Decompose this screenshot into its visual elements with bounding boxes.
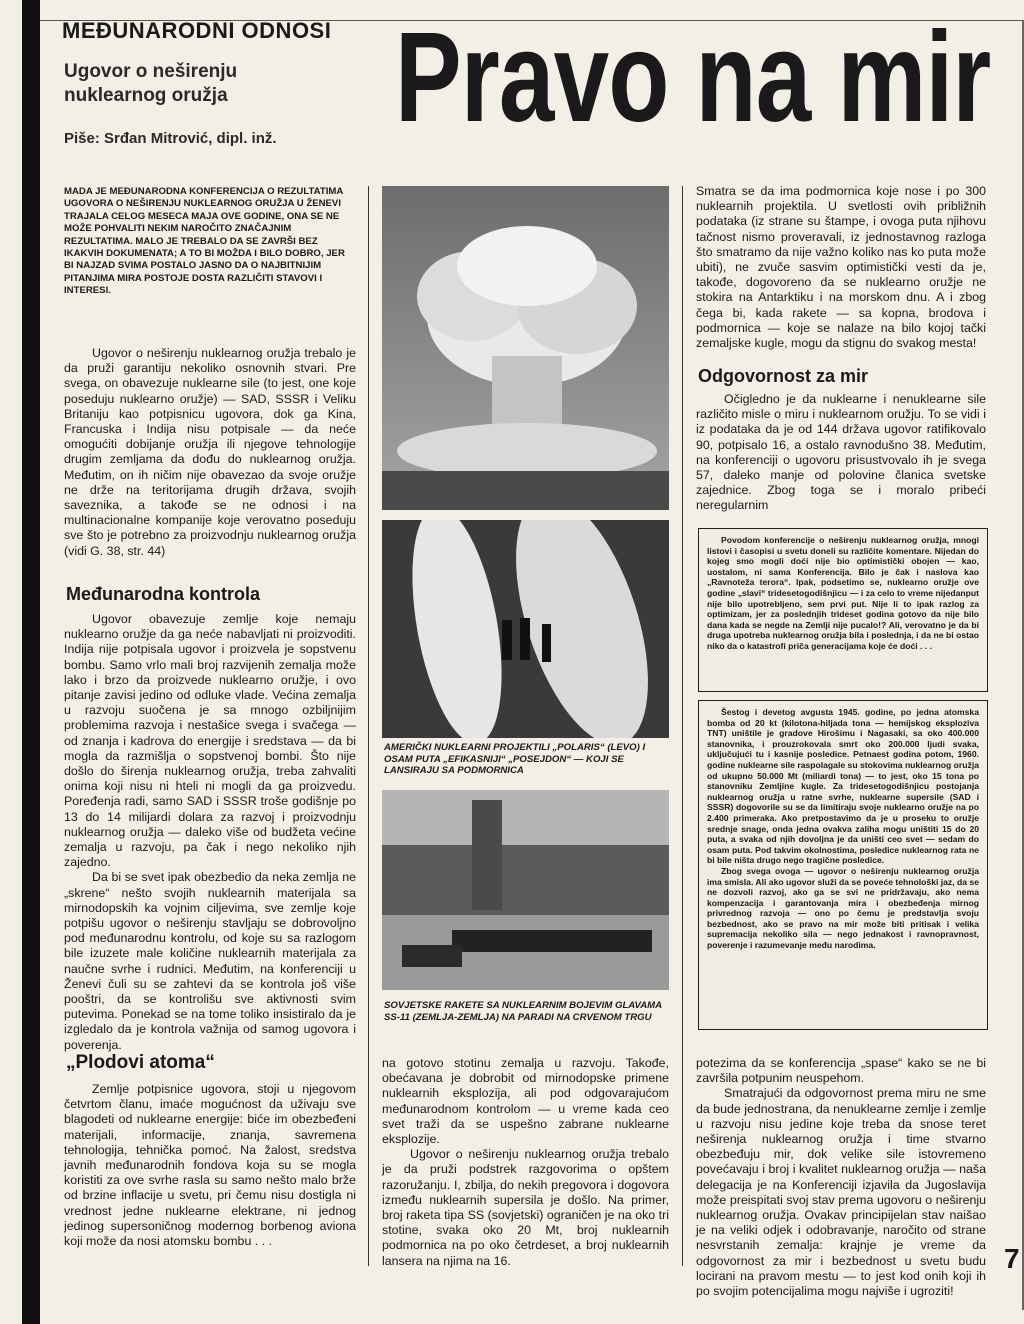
body-paragraph: Smatra se da ima podmornica koje nose i po 300 nuklearnih projektila. U svetlosti ovih približnih podataka (iz strane su štampe, i ovoga puta njihovu tačnost nismo proveravali, iz jednostavnog razloga što smatramo da nije važno koliko nas ko puta može ubiti), ne zvuče sasvim optimistički vesti da je, takođe, dogovoreno da se nuklearno oružje ne stokira na Antarktiku i na morskom dnu. A i zbog čega bi, kada rakete — sa kopna, brodova i podmornica — koje se nalaze na bilo kojoj tački zemaljske kugle, mogu da stignu do svakog mesta!: [696, 184, 986, 351]
mushroom-cloud-image: [382, 186, 669, 510]
column-1-top: [64, 346, 356, 559]
column-2-bottom: [382, 1056, 669, 1269]
body-paragraph: Smatrajući da odgovornost prema miru ne sme da bude jednostrana, da nenuklearne zemlje i zemlje u razvoju nisu jedine koje treba da snose teret neširenja nuklearnog oružja i time stvarno obezbeđuju mir, dok velike sile istovremeno povećavaju i broj i kvalitet nuklearnog oružja — naša delegacija je na Konferenciji izjavila da Jugoslavija može preispitati svoj stav prema ugovoru o neširenju nuklearnog oružja. Ovakav principijelan stav naišao je na veliki odjek i odobravanje, naročito od strane nesvrstanih zemalja: krajnje je vreme da odgovornost za mir i bezbednost u svetu budu locirani na pravom mestu — to jest kod onih koji ih po svojim potencijalima mogu najviše i ugroziti!: [696, 1086, 986, 1299]
page-binding-edge: [22, 0, 40, 1324]
article-deck: Ugovor o neširenju nuklearnog oružja: [64, 61, 238, 106]
byline: Piše: Srđan Mitrović, dipl. inž.: [64, 130, 277, 147]
photo-mushroom-cloud: [382, 186, 669, 510]
column-divider-1: [368, 186, 369, 1266]
body-paragraph: na gotovo stotinu zemalja u razvoju. Takođe, obećavana je dobrobit od mirnodopske primene nuklearnih eksplozija, ali pod odgovarajućom međunarodnom kontrolom — u vreme kada ceo svet traži da se uspešno zabrane nuklearne eksplozije.: [382, 1056, 669, 1147]
missiles-image: [382, 520, 669, 738]
parade-image: [382, 790, 669, 990]
sidebar-box-hiroshima: [698, 700, 988, 1030]
sidebar-box-commentary: [698, 528, 988, 692]
body-paragraph: Očigledno je da nuklearne i nenuklearne sile različito misle o miru i nuklearnom oružju. To se vidi i iz podataka da je od 144 država ugovor ratifikovalo 90, potpisalo 16, a ostalo ravnodušno 38. Međutim, na konferenciji o ugovoru prisustvovalo ih je svega 57, daleko manje od polovine članica svetske zajednice. Zbog toga se i moralo pribeći neregularnim: [696, 392, 986, 513]
caption-missiles: AMERIČKI NUKLEARNI PROJEKTILI „POLARIS“ (LEVO) I OSAM PUTA „EFIKASNIJI“ „POSEJDON“ — KOJI SE LANSIRAJU SA PODMORNICA: [384, 742, 646, 776]
body-paragraph: Zemlje potpisnice ugovora, stoji u njegovom četvrtom članu, imaće mogućnost da uživaju sve blagodeti od nuklearne energije: biće im obezbeđeni materijali, informacije, znanja, savremena tehnologija, tehnička pomoć. Na žalost, sredstva javnih međunarodnih fondova koja su se mogla koristiti za ove svrhe rasla su samo nešto malo brže od brzine inflacije u svetu, pri čemu nisu dostigla ni vrednost jedne nuklearne elektrane, ni jednog jedinog supersoničnog modernog borbenog aviona koji može da nosi atomsku bombu . . .: [64, 1082, 356, 1249]
column-1-middle: [64, 612, 356, 1053]
photo-parade: [382, 790, 669, 990]
column-3-middle: [696, 392, 986, 514]
column-1-bottom: [64, 1082, 356, 1249]
box-paragraph: Povodom konferencije o neširenju nuklearnog oružja, mnogi listovi i časopisi u svetu doneli su različite komentare. Nijedan do kojeg smo mogli doći nije bio optimistički obojen — kao, uostalom, ni sama Konferencija. Bilo je čak i naslova kao „Ravnoteža terora“. Ipak, podsetimo se, nuklearno oružje ove godine „slavi“ tridesetogodišnjicu — i za celo to vreme nijedanput nije bilo upotrebljeno, sem prvi put. Nije li to ipak razlog za optimizam, jer za poslednjih trideset godina gotovo da nije bilo dana kada se negde na Zemlji nije pucalo!? Ali, verovatno je da bi druga upotreba nuklearnog oružja bila i poslednja, i da ne bi ostao niko da o katastrofi priča generacijama koje će doći . . .: [707, 535, 979, 651]
body-paragraph: Ugovor obavezuje zemlje koje nemaju nuklearno oružje da ga neće nabavljati ni proizvoditi. Indija nije potpisala ugovor i proizvela je sopstvenu bombu. Samo vrlo mali broj razvijenih zemalja može lako i brzo da proizvede nuklearno oružje, i ovo pitanje zavisi jedino od odluke vlade. Većina zemalja u razvoju suočena je sa mnogo ozbiljnijim problemima razvoja i nestašice svega i svačega — od znanja i kadrova do energije i sredstava — da bi mogla da razmišlja o sopstvenoj bombi. Što nije došlo do širenja nuklearnog oružja, treba zahvaliti onima koji nisu ni hteli ni mogli da ga proizvedu. Poređenja radi, samo SAD i SSSR troše godišnje po 13 do 14 milijardi dolara za razvoj i proizvodnju nuklearnog oružja — daleko više od budžeta većine zemalja u razvoju, pa čak i nego nekoliko njih zajedno.: [64, 612, 356, 870]
photo-missiles: [382, 520, 669, 738]
body-paragraph: Da bi se svet ipak obezbedio da neka zemlja ne „skrene“ nešto svojih nuklearnih materijala sa mirnodopskih ka vojnim ciljevima, sve zemlje koje potpišu ugovor o neširenju stavljaju se dobrovoljno pod međunarodnu kontrolu, od koje su sa razlogom bile izuzete male količine nuklearnih materijala za naučne svrhe i rudnici. Međutim, na konferenciji u Ženevi čuli su se zahtevi da se kontrola još više pooštri, da se kontrolišu sve aktivnosti svim putevima. Ponekad se na tome toliko insistiralo da je izgledalo da je kontrola važnija od samog ugovora i poverenja.: [64, 870, 356, 1052]
body-paragraph: Ugovor o neširenju nuklearnog oružja trebalo je da pruži podstrek razgovorima o opštem razoružanju. I, zbilja, do nekih pregovora i dogovora između nuklearnih supersila je došlo. Na primer, broj raketa tipa SS (sovjetski) ograničen je na oko tri stotine, svaka oko 20 Mt, broj nuklearnih podmornica na po oko četrdeset, a broj nuklearnih lansera na njima na 16.: [382, 1147, 669, 1268]
box-paragraph: Zbog svega ovoga — ugovor o neširenju nuklearnog oružja ima smisla. Ali ako ugovor služi da se poveće tehnološki jaz, da se ne dozvoli razvoj, ako ga se svi ne pridržavaju, ako nema kompenzacija i garantovanja mira i obezbeđenja mirnog privrednog razvoja — ono po čemu je predstavlja svoju bezbednost, ako se pravo na mir može biti pritisak i velika supremacija nekoliko sila — nego jednakost i ravnopravnost, poverenje i razumevanje među narodima.: [707, 865, 979, 951]
article-headline: Pravo na mir: [395, 6, 991, 149]
body-paragraph: potezima da se konferencija „spase“ kako se ne bi završila potpunim neuspehom.: [696, 1056, 986, 1086]
section-kicker: MEĐUNARODNI ODNOSI: [62, 18, 332, 43]
body-paragraph: Ugovor o neširenju nuklearnog oružja trebalo je da pruži garantiju nekoliko osnovnih stvari. Pre svega, on obavezuje nuklearne sile (to jest, one koje poseduju nuklearno oružje) — SAD, SSSR i Veliku Britaniju kao potpisnicu ugovora, dok ga Kina, Francuska i Indija nisu potpisale — da neće omogućiti dobijanje oružja ili njegove tehnologije drugim zemljama da dođu do nuklearnog oružja. Međutim, on ih ničim nije obavezao da svoje oružje ne drže na teritorijama drugih država, svojih saveznika, a takođe se ne odnosi i na multinacionalne kompanije koje verovatno poseduju sve što je potrebno za proizvodnju nuklearnog oružja (vidi G. 38, str. 44): [64, 346, 356, 558]
box-paragraph: Šestog i devetog avgusta 1945. godine, po jedna atomska bomba od 20 kt (kilotona-hiljada tona — hemijskog eksploziva TNT) uništile je gradove Hirošimu i Nagasaki, sa oko 400.000 stanovnika, i prouzrokovala smrt oko 200.000 ljudi svaka, uključujući tu i kasnije posledice. Petnaest godina potom, 1960. godine nuklearne sile raspolagale su stokovima nuklearnog oružja od ukupno 50.000 Mt (miliardi tona) — to jest, oko 15 tona po stanovniku Zemljine kugle. Za tridesetogodišnjicu postojanja nuklearnog oružja u ratne svrhe, nuklearne supersile (SAD i SSSR) dogovorile su se da limitiraju svoje nuklearno oružje na po 2.400 primeraka. Ako pretpostavimo da je u proseku to oružje srednje snage, onda jedna ovakva zaliha mogu uništiti 15 do 20 puta, a svaka od njih dovoljna je da uništi ceo svet — sedam do osam puta. Pod takvim okolnostima, posledice nuklearnog rata ne bi bile ništa drugo nego tragične posledice.: [707, 707, 979, 866]
column-3-bottom: [696, 1056, 986, 1299]
subhead-international-control: Međunarodna kontrola: [66, 584, 261, 604]
page-number: 7: [1004, 1243, 1020, 1274]
subhead-responsibility-for-peace: Odgovornost za mir: [698, 366, 869, 386]
caption-parade: SOVJETSKE RAKETE SA NUKLEARNIM BOJEVIM GLAVAMA SS-11 (ZEMLJA-ZEMLJA) NA PARADI NA CRVENOM TRGU: [384, 1000, 662, 1023]
column-divider-2: [682, 186, 683, 1266]
column-3-top: [696, 184, 986, 351]
subhead-fruits-of-atom: „Plodovi atoma“: [66, 1052, 215, 1073]
lead-paragraph: MADA JE MEĐUNARODNA KONFERENCIJA O REZULTATIMA UGOVORA O NEŠIRENJU NUKLEARNOG ORUŽJA U ŽENEVI TRAJALA CELOG MESECA MAJA OVE GODINE, ONA SE NE MOŽE POHVALITI NEKIM NAROČITO ZNAČAJNIM REZULTATIMA. MALO JE TREBALO DA SE ZAVRŠI BEZ IKAKVIH DOKUMENATA; A TO BI MOŽDA I BILO DOBRO, JER BI NAJZAD SVIMA POSTALO JASNO DA O NAJBITNIJIM PITANJIMA MIRA POSTOJE DOSTA RAZLIČITI STAVOVI I INTERESI.: [64, 186, 345, 297]
